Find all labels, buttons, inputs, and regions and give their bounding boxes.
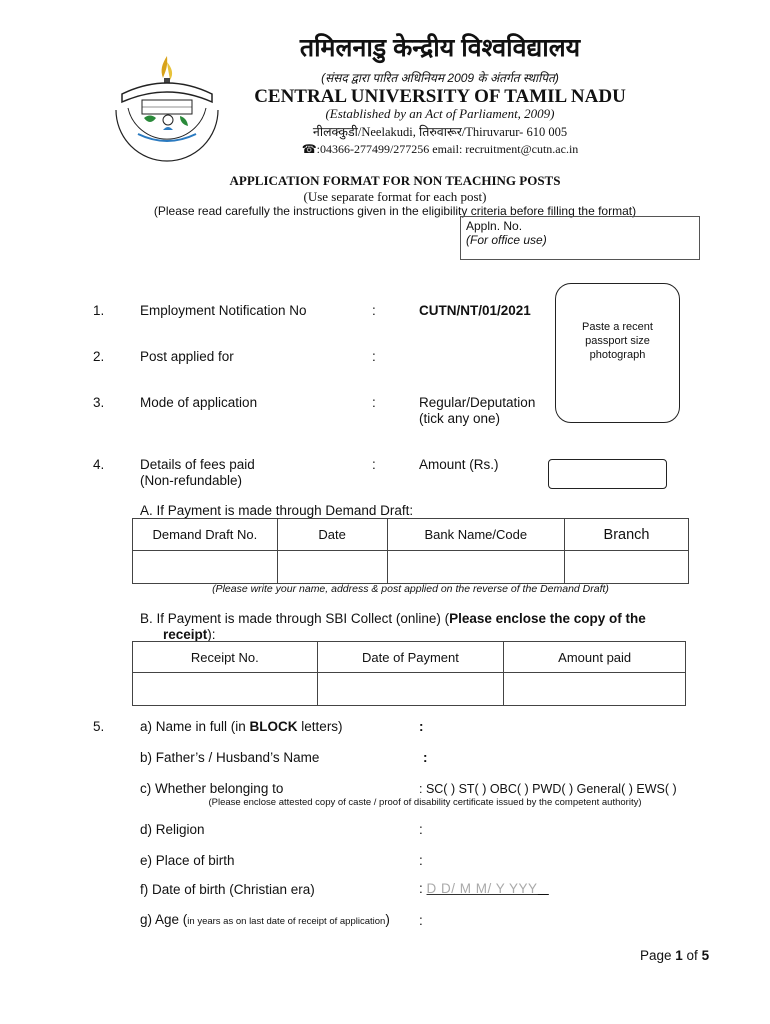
sbi-heading-end: ): [207, 627, 216, 642]
name-label-suffix: letters) [297, 719, 343, 734]
dob-placeholder: D D/ M M/ Y YYY [426, 881, 538, 896]
age-colon: : [419, 913, 423, 928]
form-title: APPLICATION FORMAT FOR NON TEACHING POSTS [229, 173, 561, 188]
page-mid: of [682, 948, 702, 963]
sbi-date-cell[interactable] [317, 673, 504, 706]
father-name-label: b) Father’s / Husband’s Name [140, 750, 320, 765]
field-4-colon: : [372, 457, 376, 472]
name-label-block: BLOCK [249, 719, 298, 734]
form-subtitle: (Use separate format for each post) [303, 189, 487, 204]
religion-label: d) Religion [140, 822, 205, 837]
field-4-label: Details of fees paid [140, 457, 255, 472]
field-4-number: 4. [93, 457, 105, 472]
field-1-label: Employment Notification No [140, 303, 307, 318]
university-title: CENTRAL UNIVERSITY OF TAMIL NADU [254, 86, 626, 107]
name-colon: : [419, 719, 424, 734]
contact-info: ☎:04366-277499/277256 email: recruitment@cutn.ac.in [301, 142, 579, 156]
age-label-prefix: g) Age ( [140, 912, 188, 927]
field-3-label: Mode of application [140, 395, 258, 410]
dob-colon: : [419, 881, 423, 896]
notification-number: CUTN/NT/01/2021 [419, 303, 531, 318]
religion-colon: : [419, 822, 423, 837]
sbi-amount-cell[interactable] [504, 673, 686, 706]
field-3-colon: : [372, 395, 376, 410]
age-label-note: in years as on last date of receipt of application [187, 916, 386, 927]
university-address: नीलक्कुडी/Neelakudi, तिरुवारूर/Thiruvarur- 610 005 [312, 125, 568, 139]
field-3-number: 3. [93, 395, 105, 410]
hindi-university-title: तमिलनाडु केन्द्रीय विश्वविद्यालय [299, 34, 581, 62]
dd-header-number: Demand Draft No. [133, 519, 278, 551]
sbi-header-amount: Amount paid [504, 642, 686, 673]
photo-instructions: Paste a recent passport size photograph [582, 321, 653, 361]
sbi-heading [140, 611, 646, 626]
category-label: c) Whether belonging to [140, 781, 284, 796]
sbi-heading-line2 [163, 627, 216, 642]
field-5-number: 5. [93, 719, 105, 734]
age-label-suffix: ) [385, 912, 390, 927]
field-1-colon: : [372, 303, 376, 318]
sbi-header-receipt: Receipt No. [133, 642, 318, 673]
page-prefix: Page [640, 948, 676, 963]
dob-field[interactable] [419, 881, 549, 896]
dd-branch-cell[interactable] [565, 551, 689, 584]
field-2-label: Post applied for [140, 349, 234, 364]
page-number [640, 948, 709, 963]
dd-header-date: Date [277, 519, 387, 551]
established-note: (Established by an Act of Parliament, 2009) [325, 106, 555, 121]
sbi-receipt-cell[interactable] [133, 673, 318, 706]
demand-draft-table [132, 518, 689, 584]
father-name-colon: : [423, 750, 428, 765]
mode-options[interactable]: Regular/Deputation [419, 395, 536, 410]
field-2-colon: : [372, 349, 376, 364]
sbi-payment-table [132, 641, 686, 706]
page-total: 5 [701, 948, 710, 963]
dd-header-branch: Branch [565, 519, 689, 551]
birthplace-colon: : [419, 853, 423, 868]
sbi-heading-prefix: B. If Payment is made through SBI Collect (online) ( [140, 611, 450, 626]
dd-number-cell[interactable] [133, 551, 278, 584]
category-options[interactable]: : SC( ) ST( ) OBC( ) PWD( ) General( ) EWS( ) [419, 782, 677, 796]
name-label-prefix: a) Name in full (in [140, 719, 250, 734]
birthplace-label: e) Place of birth [140, 853, 235, 868]
dd-header-bank: Bank Name/Code [387, 519, 565, 551]
category-note: (Please enclose attested copy of caste / proof of disability certificate issued by the competent authority) [208, 797, 642, 808]
page-current: 1 [675, 948, 683, 963]
demand-draft-note: (Please write your name, address & post applied on the reverse of the Demand Draft) [212, 583, 609, 595]
sbi-heading-bold: Please enclose the copy of the [449, 611, 646, 626]
demand-draft-heading: A. If Payment is made through Demand Draft: [140, 503, 414, 518]
mode-note: (tick any one) [419, 411, 501, 426]
sbi-heading-receipt: receipt [163, 627, 208, 642]
photo-box[interactable] [555, 283, 680, 423]
name-label [140, 719, 343, 734]
dob-label: f) Date of birth (Christian era) [140, 882, 315, 897]
application-number-label: Appln. No. [466, 219, 523, 233]
field-1-number: 1. [93, 303, 105, 318]
sbi-header-date: Date of Payment [317, 642, 504, 673]
form-instructions: (Please read carefully the instructions given in the eligibility criteria before filling the format) [153, 204, 637, 218]
hindi-subtitle: (संसद द्वारा पारित अधिनियम 2009 के अंतर्गत स्थापित) [321, 71, 559, 85]
field-2-number: 2. [93, 349, 105, 364]
office-use-note: (For office use) [466, 233, 547, 247]
field-4-sublabel: (Non-refundable) [140, 473, 243, 488]
dd-bank-cell[interactable] [387, 551, 565, 584]
age-label [140, 912, 390, 927]
amount-label: Amount (Rs.) [419, 457, 499, 472]
dd-date-cell[interactable] [277, 551, 387, 584]
university-logo [108, 52, 226, 162]
amount-input-box[interactable] [548, 459, 667, 489]
